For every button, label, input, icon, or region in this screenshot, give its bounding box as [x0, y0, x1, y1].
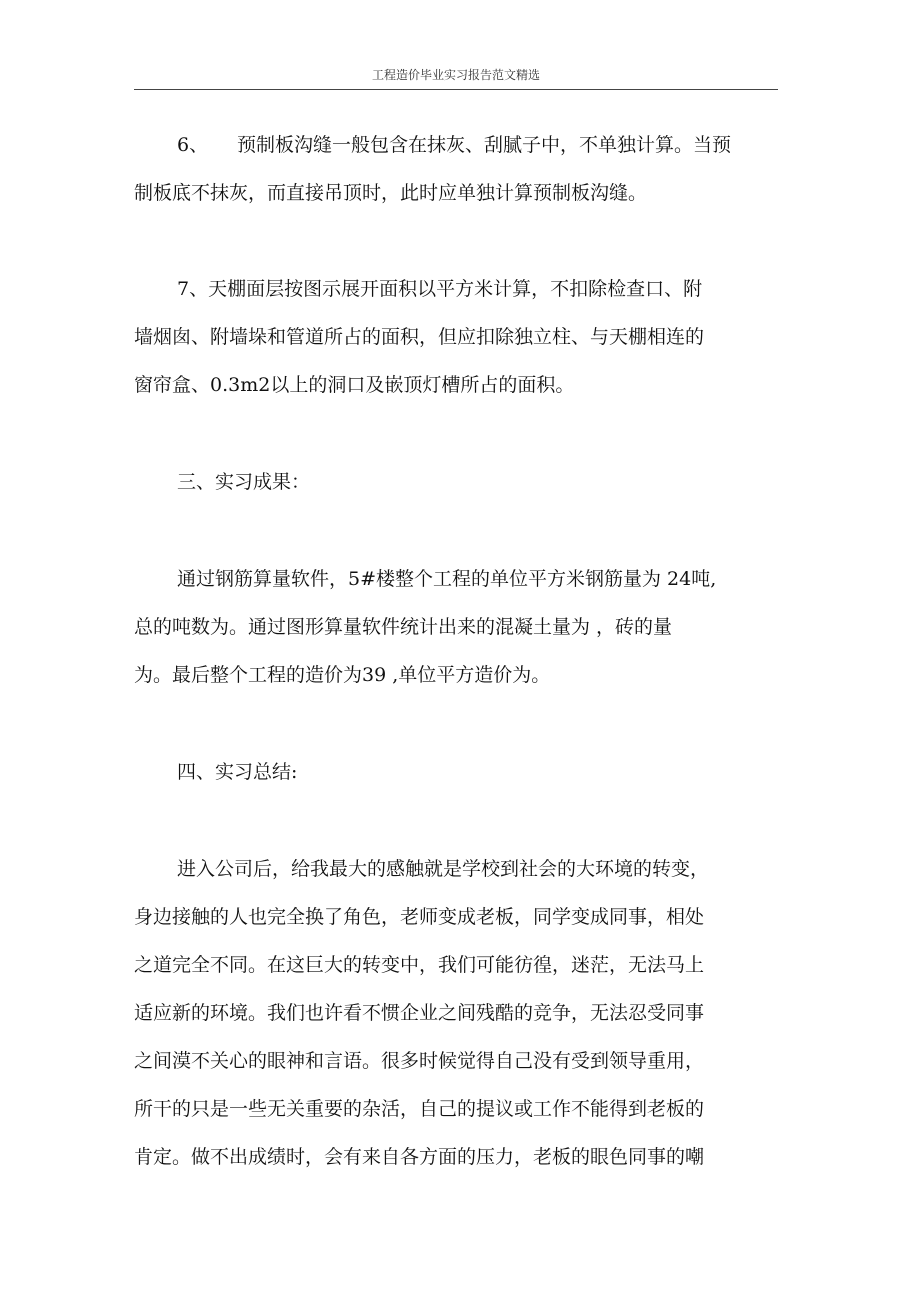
item-6-text: 预制板沟缝一般包含在抹灰、刮腻子中，不单独计算。当预 [237, 134, 732, 156]
section-4-line-5: 之间漠不关心的眼神和言语。很多时候觉得自己没有受到领导重用， [134, 1050, 705, 1072]
item-6-number: 6、 [177, 134, 209, 156]
item-6-line-1 [177, 133, 731, 157]
section-4-line-3: 之道完全不同。在这巨大的转变中，我们可能彷徨，迷茫，无法马上 [134, 954, 705, 976]
item-7-line-1: 7、天棚面层按图示展开面积以平方米计算，不扣除检查口、附 [177, 278, 703, 300]
section-3-heading: 三、实习成果： [177, 471, 311, 493]
page-header: 工程造价毕业实习报告范文精选 [371, 68, 540, 82]
section-4-line-4: 适应新的环境。我们也许看不惯企业之间残酷的竞争，无法忍受同事 [134, 1002, 705, 1024]
header-divider [134, 89, 778, 90]
section-4-line-7: 肯定。做不出成绩时，会有来自各方面的压力，老板的眼色同事的嘲 [134, 1146, 705, 1168]
section-4-line-2: 身边接触的人也完全换了角色，老师变成老板，同学变成同事，相处 [134, 906, 705, 928]
section-4-heading: 四、实习总结: [177, 761, 298, 783]
section-4-line-6: 所干的只是一些无关重要的杂活，自己的提议或工作不能得到老板的 [134, 1098, 705, 1120]
section-3-line-3: 为。最后整个工程的造价为39 ,单位平方造价为。 [134, 664, 551, 686]
item-7-line-3: 窗帘盒、0.3m2以上的洞口及嵌顶灯槽所占的面积。 [134, 374, 575, 396]
section-4-line-1: 进入公司后，给我最大的感触就是学校到社会的大环境的转变， [177, 858, 710, 880]
item-6-line-2: 制板底不抹灰，而直接吊顶时，此时应单独计算预制板沟缝。 [134, 182, 648, 204]
section-3-line-2: 总的吨数为。通过图形算量软件统计出来的混凝土量为 ，砖的量 [134, 616, 673, 638]
section-3-line-1: 通过钢筋算量软件，5#楼整个工程的单位平方米钢筋量为 24吨, [177, 568, 717, 590]
item-7-line-2: 墙烟囱、附墙垛和管道所占的面积，但应扣除独立柱、与天棚相连的 [134, 326, 705, 348]
